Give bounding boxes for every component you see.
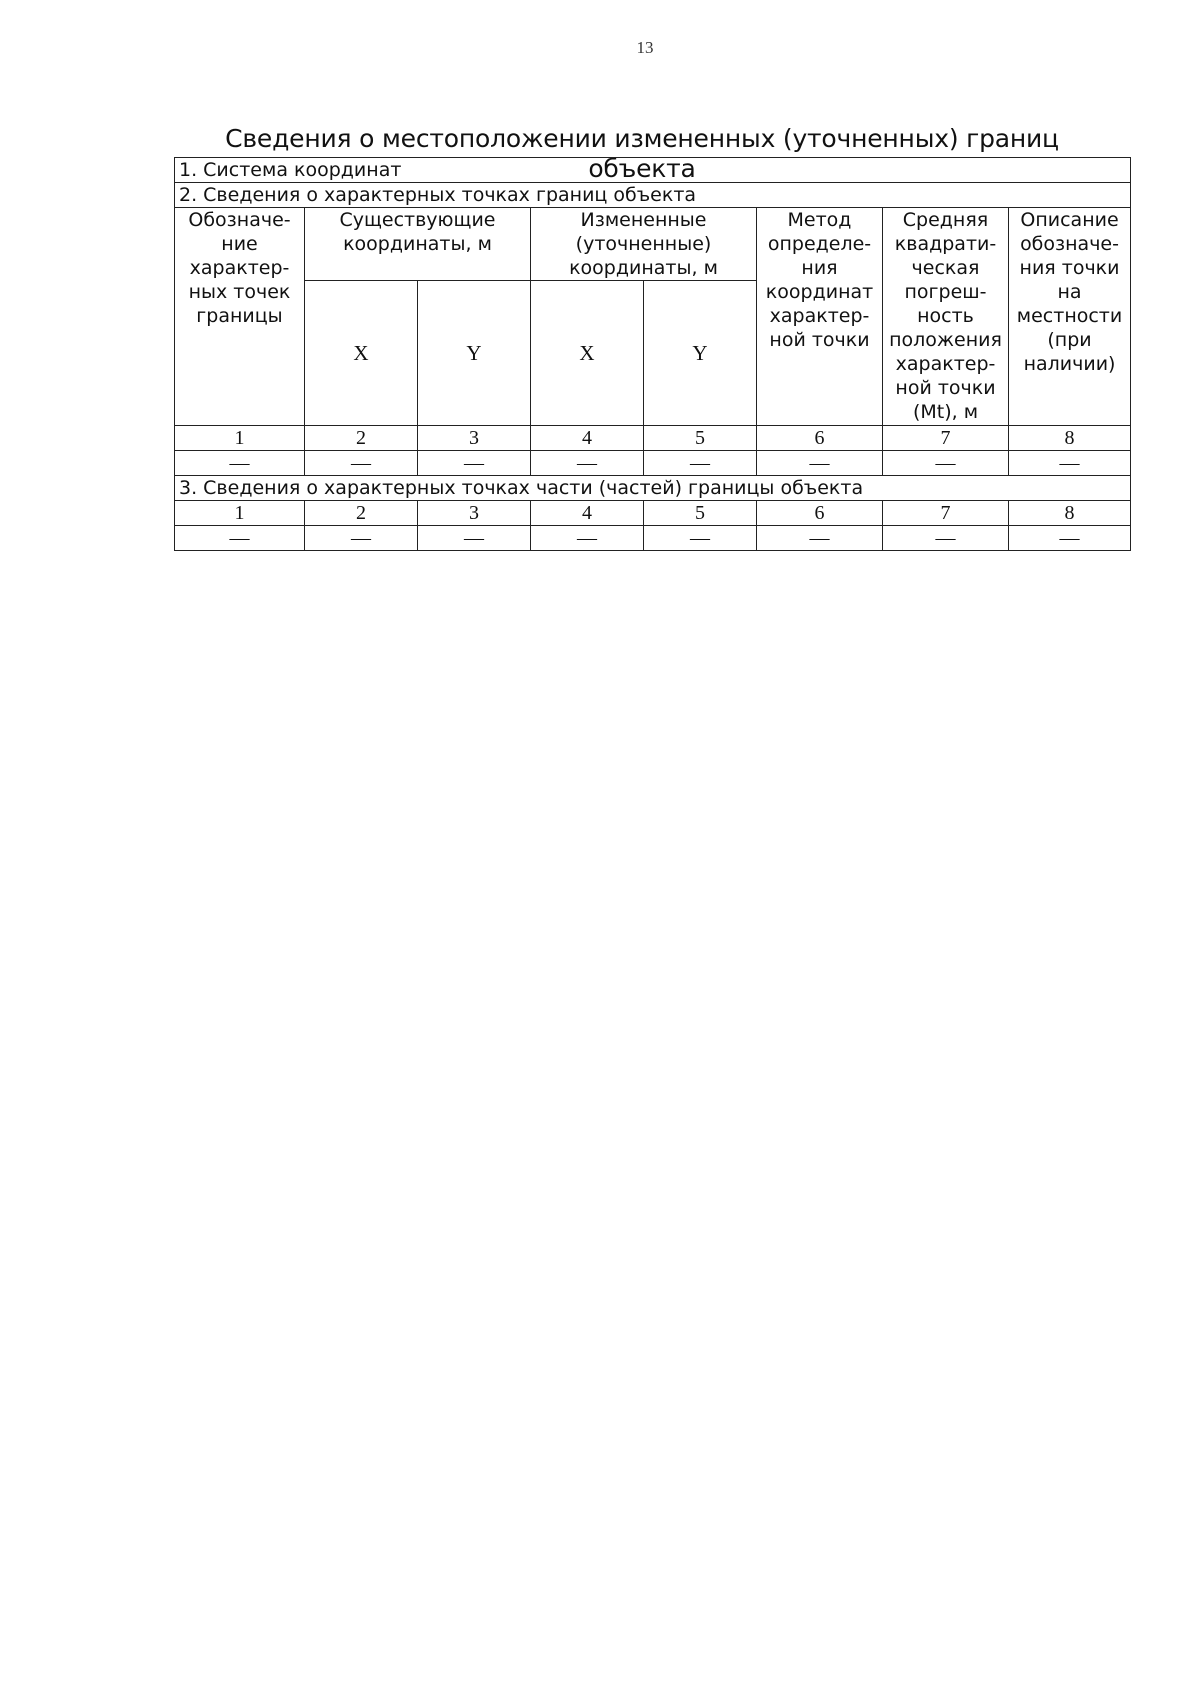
- column-numbers-row: [175, 501, 1131, 526]
- column-number: 3: [418, 501, 531, 526]
- empty-cell: —: [175, 526, 305, 551]
- header-existing-coordinates: Существующие координаты, м: [305, 208, 531, 281]
- empty-cell: —: [757, 451, 883, 476]
- column-number: 8: [1009, 501, 1131, 526]
- empty-cell: —: [418, 526, 531, 551]
- column-number: 1: [175, 426, 305, 451]
- header-existing-x: X: [305, 281, 418, 426]
- empty-cell: —: [1009, 526, 1131, 551]
- empty-cell: —: [644, 526, 757, 551]
- column-number: 4: [531, 501, 644, 526]
- column-number: 7: [883, 426, 1009, 451]
- header-point-description: Описание обозначе- ния точки на местности (при наличии): [1009, 208, 1131, 426]
- empty-cell: —: [305, 451, 418, 476]
- section-row-1: [175, 158, 1131, 183]
- empty-cell: —: [175, 451, 305, 476]
- column-number: 3: [418, 426, 531, 451]
- section-part-boundary-points: 3. Сведения о характерных точках части (частей) границы объекта: [175, 476, 1131, 501]
- column-numbers-row: [175, 426, 1131, 451]
- column-number: 6: [757, 426, 883, 451]
- section-row-3: [175, 476, 1131, 501]
- section-boundary-points: 2. Сведения о характерных точках границ объекта: [175, 183, 1131, 208]
- header-changed-coordinates: Измененные (уточненные) координаты, м: [531, 208, 757, 281]
- column-number: 7: [883, 501, 1009, 526]
- header-point-designation: Обозначе- ние характер- ных точек границы: [175, 208, 305, 426]
- column-number: 5: [644, 501, 757, 526]
- header-changed-x: X: [531, 281, 644, 426]
- header-existing-y: Y: [418, 281, 531, 426]
- empty-cell: —: [1009, 451, 1131, 476]
- empty-cell: —: [757, 526, 883, 551]
- column-number: 1: [175, 501, 305, 526]
- empty-cell: —: [305, 526, 418, 551]
- section-row-2: [175, 183, 1131, 208]
- empty-cell: —: [644, 451, 757, 476]
- column-number: 2: [305, 501, 418, 526]
- header-determination-method: Метод определе- ния координат характер- ной точки: [757, 208, 883, 426]
- column-number: 5: [644, 426, 757, 451]
- header-mean-square-error: Средняя квадрати- ческая погреш- ность положения характер- ной точки (Mt), м: [883, 208, 1009, 426]
- header-row-top: [175, 208, 1131, 281]
- column-number: 6: [757, 501, 883, 526]
- empty-cell: —: [883, 526, 1009, 551]
- page-number: 13: [636, 38, 654, 57]
- table-row: [175, 526, 1131, 551]
- column-number: 8: [1009, 426, 1131, 451]
- document-title: Сведения о местоположении измененных (уточненных) границ объекта: [225, 124, 1059, 183]
- column-number: 4: [531, 426, 644, 451]
- empty-cell: —: [531, 526, 644, 551]
- boundary-points-table: [174, 157, 1131, 551]
- section-coordinate-system: 1. Система координат: [175, 158, 1131, 183]
- column-number: 2: [305, 426, 418, 451]
- table-row: [175, 451, 1131, 476]
- empty-cell: —: [531, 451, 644, 476]
- empty-cell: —: [883, 451, 1009, 476]
- header-changed-y: Y: [644, 281, 757, 426]
- empty-cell: —: [418, 451, 531, 476]
